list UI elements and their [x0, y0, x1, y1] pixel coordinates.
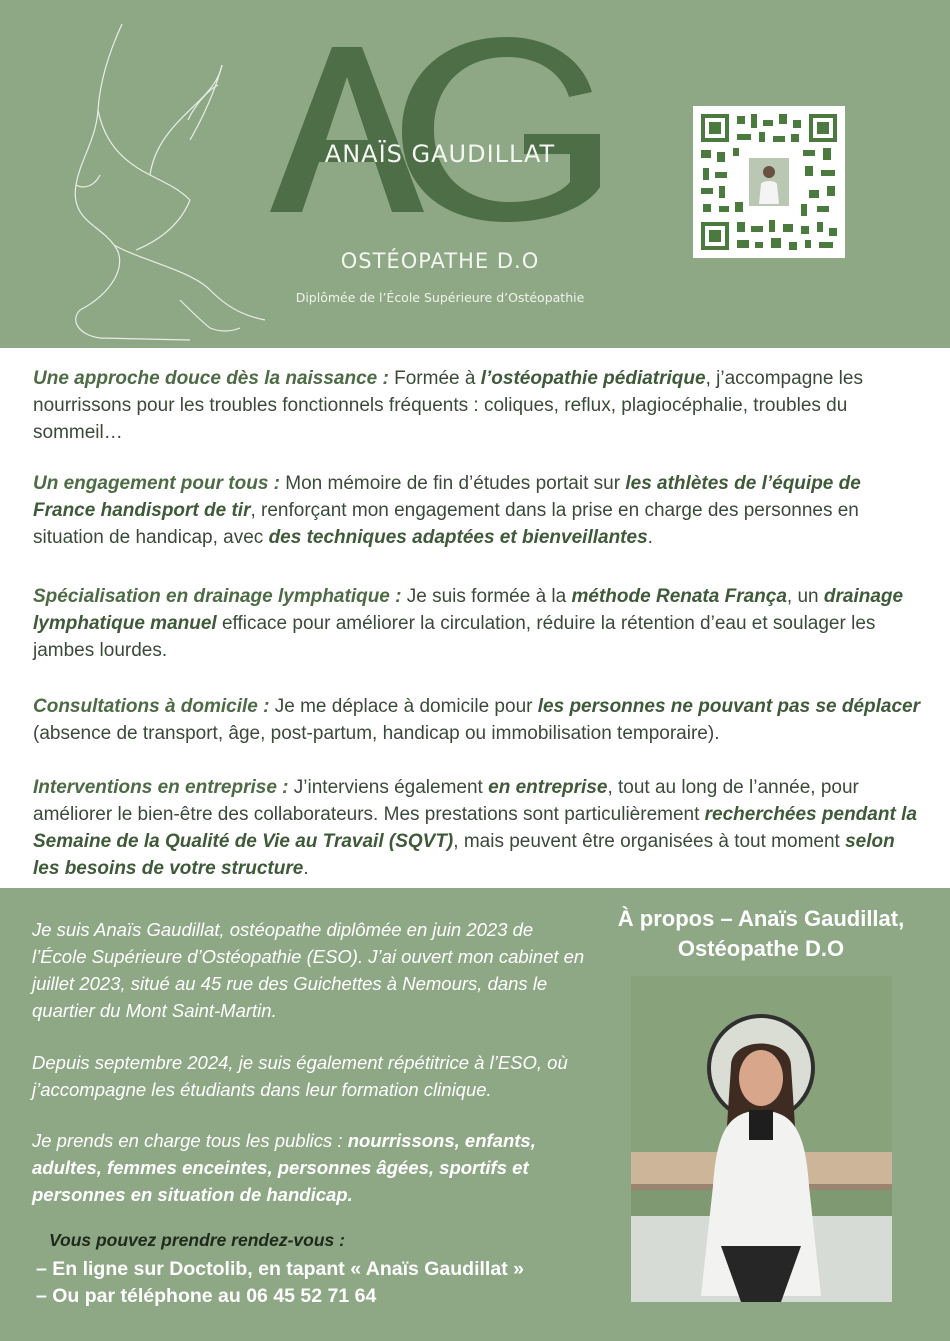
section-text: , mais peuvent être organisées à tout moment [453, 831, 846, 852]
appointment-doctolib[interactable]: – En ligne sur Doctolib, en tapant « Anaïs Gaudillat » [36, 1258, 524, 1280]
section-text: , un [786, 586, 824, 607]
section-highlight: les athlètes de l’équipe de France handisport de tir [33, 473, 861, 521]
bio-text: Je prends en charge tous les publics : [32, 1130, 348, 1151]
section-text: Je suis formée à la [401, 586, 572, 607]
practitioner-photo [631, 976, 892, 1302]
section-lymphatic [33, 583, 925, 664]
section-heading: Interventions en entreprise : [33, 777, 289, 798]
practitioner-name: ANAÏS GAUDILLAT [324, 140, 556, 168]
section-text: , tout au long de l’année, pour améliorer le bien-être des collaborateurs. Mes prestations sont particulièrement [33, 777, 859, 825]
qr-code[interactable] [693, 106, 845, 258]
section-text: J’interviens également [288, 777, 489, 798]
appointment-heading: Vous pouvez prendre rendez-vous : [49, 1230, 345, 1250]
section-heading: Spécialisation en drainage lymphatique : [33, 586, 402, 607]
section-text: Formée à [388, 368, 481, 389]
section-highlight: des techniques adaptées et bienveillantes [268, 527, 648, 548]
section-text: , j’accompagne les nourrissons pour les troubles fonctionnels fréquents : coliques, reflux, plagiocéphalie, troubles du sommeil… [33, 368, 863, 443]
section-text: Je me déplace à domicile pour [269, 696, 538, 717]
bio-paragraph-2: Depuis septembre 2024, je suis également répétitrice à l’ESO, où j’accompagne les étudiants dans leur formation clinique. [32, 1052, 568, 1100]
section-pediatric [33, 365, 925, 446]
section-text: , renforçant mon engagement dans la prise en charge des personnes en situation de handicap, avec [33, 500, 859, 548]
section-highlight: recherchées pendant la Semaine de la Qualité de Vie au Travail (SQVT) [33, 804, 917, 852]
section-home-visits [33, 693, 925, 747]
section-commitment [33, 470, 925, 551]
section-highlight: en entreprise [488, 777, 608, 798]
practitioner-title: OSTÉOPATHE D.O [340, 249, 540, 273]
bio-paragraph-1: Je suis Anaïs Gaudillat, ostéopathe diplômée en juin 2023 de l’École Supérieure d’Ostéopathie (ESO). J’ai ouvert mon cabinet en juillet 2023, situé au 45 rue des Guichettes à Nemours, dans le quartier du Mont Saint-Martin. [32, 919, 585, 1021]
section-heading: Un engagement pour tous : [33, 473, 280, 494]
section-text: . [647, 527, 653, 548]
section-text: Mon mémoire de fin d’études portait sur [280, 473, 626, 494]
ag-monogram-logo [262, 22, 612, 232]
section-heading: Consultations à domicile : [33, 696, 270, 717]
bio-paragraph-3 [32, 1127, 592, 1208]
section-text: . [303, 858, 309, 879]
bio-audiences: nourrissons, enfants, adultes, femmes enceintes, personnes âgées, sportifs et personnes en situation de handicap. [32, 1130, 536, 1205]
section-text: efficace pour améliorer la circulation, réduire la rétention d’eau et soulager les jambes lourdes. [33, 613, 876, 661]
section-highlight: l’ostéopathie pédiatrique [480, 368, 706, 389]
about-footer [0, 888, 950, 1341]
section-highlight: drainage lymphatique manuel [33, 586, 904, 634]
section-business [33, 774, 925, 882]
section-highlight: les personnes ne pouvant pas se déplacer [537, 696, 921, 717]
section-highlight: méthode Renata França [571, 586, 787, 607]
section-text: (absence de transport, âge, post-partum, handicap ou immobilisation temporaire). [33, 723, 720, 744]
diploma-line: Diplômée de l’École Supérieure d’Ostéopathie [295, 290, 585, 305]
header-banner [0, 0, 950, 348]
appointment-phone[interactable]: – Ou par téléphone au 06 45 52 71 64 [36, 1285, 377, 1307]
section-heading: Une approche douce dès la naissance : [33, 368, 389, 389]
section-highlight: selon les besoins de votre structure [33, 831, 895, 879]
about-title: À propos – Anaïs Gaudillat, Ostéopathe D.O [617, 906, 905, 961]
